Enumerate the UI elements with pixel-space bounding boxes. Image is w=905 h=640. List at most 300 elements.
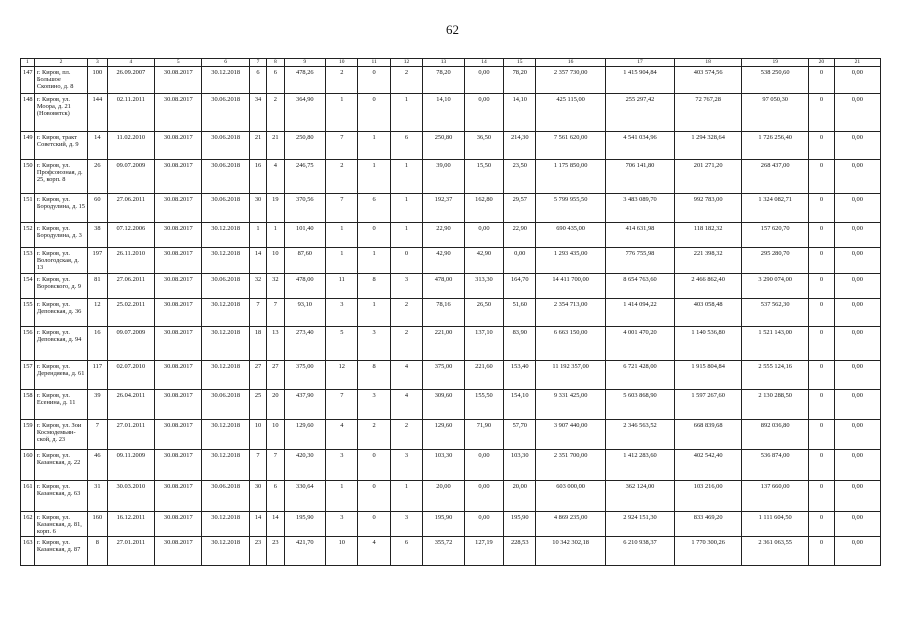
table-cell: 668 839,68 xyxy=(675,419,742,449)
table-cell: 2 xyxy=(326,160,358,194)
column-number-cell: 14 xyxy=(464,59,503,67)
table-cell: 7 xyxy=(249,298,266,326)
table-cell: 39 xyxy=(88,389,108,419)
table-cell: 0 xyxy=(809,449,834,480)
table-cell: 0 xyxy=(809,419,834,449)
table-cell: 992 783,00 xyxy=(675,194,742,223)
table-cell: 78,20 xyxy=(504,67,536,94)
table-cell: 0,00 xyxy=(464,223,503,248)
table-cell: 478,00 xyxy=(423,273,465,298)
table-cell: 161 xyxy=(21,480,35,511)
table-cell: 30.03.2010 xyxy=(107,480,154,511)
table-cell: 0 xyxy=(809,298,834,326)
table-cell: 14 xyxy=(249,511,266,537)
table-cell: 21 xyxy=(249,132,266,160)
table-cell: 3 xyxy=(390,273,422,298)
table-row xyxy=(21,67,881,94)
table-cell: 0,00 xyxy=(834,223,880,248)
table-cell: 30.08.2017 xyxy=(155,326,202,360)
table-cell: 137,10 xyxy=(464,326,503,360)
table-cell: 30.08.2017 xyxy=(155,480,202,511)
address-cell: г. Киров, ул. Казанская, д. 81, корп. 6 xyxy=(34,511,87,537)
table-cell: 23,50 xyxy=(504,160,536,194)
table-cell: 154,10 xyxy=(504,389,536,419)
table-cell: 250,80 xyxy=(284,132,326,160)
table-cell: 14 xyxy=(88,132,108,160)
table-cell: 3 907 440,00 xyxy=(536,419,605,449)
table-cell: 0,00 xyxy=(834,449,880,480)
table-cell: 4 xyxy=(390,389,422,419)
table-cell: 0,00 xyxy=(464,94,503,132)
table-cell: 10 xyxy=(267,248,284,274)
table-cell: 30.08.2017 xyxy=(155,194,202,223)
table-cell: 6 xyxy=(390,537,422,566)
table-row xyxy=(21,298,881,326)
table-cell: 152 xyxy=(21,223,35,248)
table-cell: 151 xyxy=(21,194,35,223)
table-cell: 3 xyxy=(326,298,358,326)
table-cell: 16.12.2011 xyxy=(107,511,154,537)
table-cell: 158 xyxy=(21,389,35,419)
table-cell: 833 469,20 xyxy=(675,511,742,537)
column-number-cell: 12 xyxy=(390,59,422,67)
table-cell: 2 466 862,40 xyxy=(675,273,742,298)
column-number-cell: 17 xyxy=(605,59,674,67)
table-row xyxy=(21,326,881,360)
table-cell: 268 437,00 xyxy=(742,160,809,194)
table-cell: 4 xyxy=(326,419,358,449)
table-cell: 1 xyxy=(358,248,390,274)
table-cell: 1 111 604,50 xyxy=(742,511,809,537)
table-cell: 42,90 xyxy=(464,248,503,274)
table-cell: 402 542,40 xyxy=(675,449,742,480)
column-number-cell: 6 xyxy=(202,59,249,67)
table-cell: 421,70 xyxy=(284,537,326,566)
table-cell: 30.08.2017 xyxy=(155,360,202,389)
table-cell: 60 xyxy=(88,194,108,223)
table-cell: 536 874,00 xyxy=(742,449,809,480)
table-cell: 32 xyxy=(267,273,284,298)
table-cell: 425 115,00 xyxy=(536,94,605,132)
table-cell: 30.08.2017 xyxy=(155,132,202,160)
table-row xyxy=(21,537,881,566)
table-cell: 0,00 xyxy=(464,511,503,537)
table-cell: 0,00 xyxy=(834,389,880,419)
table-cell: 0 xyxy=(358,480,390,511)
table-cell: 26 xyxy=(88,160,108,194)
column-number-cell: 18 xyxy=(675,59,742,67)
table-cell: 22,90 xyxy=(423,223,465,248)
table-cell: 148 xyxy=(21,94,35,132)
table-cell: 30.08.2017 xyxy=(155,511,202,537)
table-cell: 4 xyxy=(267,160,284,194)
table-cell: 11 192 357,00 xyxy=(536,360,605,389)
table-cell: 0 xyxy=(809,160,834,194)
table-cell: 1 726 256,40 xyxy=(742,132,809,160)
table-cell: 0 xyxy=(809,389,834,419)
table-cell: 0 xyxy=(809,273,834,298)
table-cell: 23 xyxy=(249,537,266,566)
table-cell: 103,30 xyxy=(504,449,536,480)
table-cell: 6 721 428,00 xyxy=(605,360,674,389)
table-cell: 420,30 xyxy=(284,449,326,480)
table-cell: 0,00 xyxy=(834,132,880,160)
table-cell: 30.12.2018 xyxy=(202,360,249,389)
table-row xyxy=(21,273,881,298)
table-row xyxy=(21,248,881,274)
table-cell: 30.12.2018 xyxy=(202,449,249,480)
column-number-cell: 20 xyxy=(809,59,834,67)
column-number-cell: 3 xyxy=(88,59,108,67)
table-cell: 0 xyxy=(809,248,834,274)
table-cell: 30 xyxy=(249,480,266,511)
table-cell: 13 xyxy=(267,326,284,360)
table-cell: 1 xyxy=(390,94,422,132)
table-cell: 2 361 063,55 xyxy=(742,537,809,566)
table-cell: 2 346 563,52 xyxy=(605,419,674,449)
table-cell: 7 xyxy=(249,449,266,480)
table-cell: 0 xyxy=(358,223,390,248)
table-cell: 30.08.2017 xyxy=(155,67,202,94)
table-cell: 0,00 xyxy=(834,67,880,94)
table-cell: 137 660,00 xyxy=(742,480,809,511)
table-cell: 0 xyxy=(809,94,834,132)
table-cell: 20,00 xyxy=(423,480,465,511)
table-cell: 1 414 094,22 xyxy=(605,298,674,326)
table-cell: 103,30 xyxy=(423,449,465,480)
address-cell: г. Киров, ул. Профсоюзная, д. 25, корп. 8 xyxy=(34,160,87,194)
table-cell: 2 xyxy=(390,326,422,360)
table-cell: 0 xyxy=(809,360,834,389)
table-cell: 118 182,32 xyxy=(675,223,742,248)
table-cell: 30.08.2017 xyxy=(155,223,202,248)
housing-registry-table xyxy=(20,58,881,566)
table-cell: 221,00 xyxy=(423,326,465,360)
table-cell: 78,20 xyxy=(423,67,465,94)
table-cell: 163 xyxy=(21,537,35,566)
table-row xyxy=(21,223,881,248)
table-cell: 30.08.2017 xyxy=(155,298,202,326)
address-cell: г. Киров, ул. Деповская, д. 94 xyxy=(34,326,87,360)
table-cell: 78,16 xyxy=(423,298,465,326)
table-cell: 02.07.2010 xyxy=(107,360,154,389)
table-cell: 160 xyxy=(21,449,35,480)
table-cell: 30.08.2017 xyxy=(155,94,202,132)
table-cell: 5 xyxy=(326,326,358,360)
table-cell: 1 xyxy=(358,132,390,160)
table-cell: 3 290 074,00 xyxy=(742,273,809,298)
table-cell: 27.06.2011 xyxy=(107,194,154,223)
column-number-cell: 5 xyxy=(155,59,202,67)
table-cell: 26.09.2007 xyxy=(107,67,154,94)
column-number-cell: 21 xyxy=(834,59,880,67)
column-number-cell: 8 xyxy=(267,59,284,67)
table-cell: 9 331 425,00 xyxy=(536,389,605,419)
table-cell: 1 412 283,60 xyxy=(605,449,674,480)
table-cell: 1 xyxy=(390,480,422,511)
table-cell: 0 xyxy=(390,248,422,274)
table-cell: 1 415 904,84 xyxy=(605,67,674,94)
table-cell: 4 001 470,20 xyxy=(605,326,674,360)
table-cell: 27.01.2011 xyxy=(107,537,154,566)
table-cell: 195,90 xyxy=(423,511,465,537)
table-cell: 153 xyxy=(21,248,35,274)
table-row xyxy=(21,94,881,132)
table-cell: 313,30 xyxy=(464,273,503,298)
address-cell: г. Киров, ул. Казанская, д. 22 xyxy=(34,449,87,480)
table-cell: 0 xyxy=(358,94,390,132)
table-cell: 197 xyxy=(88,248,108,274)
table-cell: 97 050,30 xyxy=(742,94,809,132)
table-cell: 0,00 xyxy=(834,194,880,223)
table-cell: 14 xyxy=(267,511,284,537)
column-number-cell: 19 xyxy=(742,59,809,67)
table-cell: 30.12.2018 xyxy=(202,223,249,248)
table-cell: 3 483 089,70 xyxy=(605,194,674,223)
table-cell: 1 xyxy=(390,223,422,248)
table-cell: 0,00 xyxy=(464,480,503,511)
table-cell: 0,00 xyxy=(834,480,880,511)
table-cell: 159 xyxy=(21,419,35,449)
table-cell: 538 250,60 xyxy=(742,67,809,94)
table-cell: 14,10 xyxy=(504,94,536,132)
table-cell: 0 xyxy=(358,511,390,537)
table-cell: 195,90 xyxy=(284,511,326,537)
table-cell: 892 036,80 xyxy=(742,419,809,449)
table-cell: 246,75 xyxy=(284,160,326,194)
table-cell: 71,90 xyxy=(464,419,503,449)
address-cell: г. Киров, ул. Бородулина, д. 3 xyxy=(34,223,87,248)
table-cell: 603 000,00 xyxy=(536,480,605,511)
table-cell: 0 xyxy=(809,132,834,160)
table-cell: 7 xyxy=(267,298,284,326)
column-number-cell: 16 xyxy=(536,59,605,67)
table-cell: 14 xyxy=(249,248,266,274)
table-cell: 157 xyxy=(21,360,35,389)
table-cell: 6 663 150,00 xyxy=(536,326,605,360)
table-cell: 1 xyxy=(358,160,390,194)
address-cell: г. Киров, тракт Советский, д. 9 xyxy=(34,132,87,160)
table-cell: 21 xyxy=(267,132,284,160)
table-cell: 30.12.2018 xyxy=(202,326,249,360)
table-row xyxy=(21,194,881,223)
table-row xyxy=(21,360,881,389)
column-number-cell: 4 xyxy=(107,59,154,67)
table-cell: 39,00 xyxy=(423,160,465,194)
table-cell: 250,80 xyxy=(423,132,465,160)
table-cell: 25 xyxy=(249,389,266,419)
address-cell: г. Киров, ул. Воровского, д. 9 xyxy=(34,273,87,298)
table-cell: 30.08.2017 xyxy=(155,449,202,480)
table-cell: 160 xyxy=(88,511,108,537)
column-number-cell: 7 xyxy=(249,59,266,67)
table-cell: 42,90 xyxy=(423,248,465,274)
table-cell: 214,30 xyxy=(504,132,536,160)
table-cell: 414 631,98 xyxy=(605,223,674,248)
table-cell: 129,60 xyxy=(284,419,326,449)
table-cell: 87,60 xyxy=(284,248,326,274)
table-cell: 117 xyxy=(88,360,108,389)
table-cell: 1 294 328,64 xyxy=(675,132,742,160)
table-cell: 30.08.2017 xyxy=(155,537,202,566)
table-cell: 2 130 288,50 xyxy=(742,389,809,419)
table-cell: 0,00 xyxy=(834,298,880,326)
table-cell: 2 555 124,16 xyxy=(742,360,809,389)
table-cell: 0 xyxy=(809,67,834,94)
table-cell: 8 xyxy=(358,360,390,389)
table-cell: 1 xyxy=(267,223,284,248)
column-number-cell: 13 xyxy=(423,59,465,67)
table-cell: 1 xyxy=(326,480,358,511)
table-cell: 30.06.2018 xyxy=(202,389,249,419)
table-cell: 6 xyxy=(390,132,422,160)
table-cell: 30.12.2018 xyxy=(202,67,249,94)
table-cell: 403 058,48 xyxy=(675,298,742,326)
table-cell: 1 324 082,71 xyxy=(742,194,809,223)
table-cell: 101,40 xyxy=(284,223,326,248)
column-number-cell: 11 xyxy=(358,59,390,67)
table-cell: 273,40 xyxy=(284,326,326,360)
column-number-cell: 1 xyxy=(21,59,35,67)
table-cell: 690 435,00 xyxy=(536,223,605,248)
table-cell: 156 xyxy=(21,326,35,360)
table-cell: 02.11.2011 xyxy=(107,94,154,132)
table-cell: 1 xyxy=(390,160,422,194)
table-cell: 20,00 xyxy=(504,480,536,511)
table-cell: 19 xyxy=(267,194,284,223)
table-cell: 1 xyxy=(358,298,390,326)
table-cell: 7 xyxy=(326,194,358,223)
table-cell: 1 521 143,00 xyxy=(742,326,809,360)
address-cell: г. Киров, ул. Бородулина, д. 15 xyxy=(34,194,87,223)
table-cell: 11 xyxy=(326,273,358,298)
table-cell: 30.12.2018 xyxy=(202,248,249,274)
table-cell: 0,00 xyxy=(834,511,880,537)
table-cell: 8 654 763,60 xyxy=(605,273,674,298)
table-cell: 221,60 xyxy=(464,360,503,389)
table-cell: 29,57 xyxy=(504,194,536,223)
table-cell: 478,00 xyxy=(284,273,326,298)
table-cell: 27.06.2011 xyxy=(107,273,154,298)
table-cell: 2 xyxy=(390,419,422,449)
table-cell: 1 770 300,26 xyxy=(675,537,742,566)
table-cell: 5 799 955,50 xyxy=(536,194,605,223)
table-cell: 355,72 xyxy=(423,537,465,566)
table-cell: 0,00 xyxy=(504,248,536,274)
table-cell: 3 xyxy=(326,449,358,480)
table-cell: 3 xyxy=(358,389,390,419)
table-cell: 30.08.2017 xyxy=(155,419,202,449)
table-cell: 10 xyxy=(249,419,266,449)
address-cell: г. Киров, ул. Казанская, д. 87 xyxy=(34,537,87,566)
table-cell: 7 xyxy=(267,449,284,480)
table-cell: 1 xyxy=(326,248,358,274)
table-cell: 07.12.2006 xyxy=(107,223,154,248)
table-cell: 10 342 302,18 xyxy=(536,537,605,566)
table-cell: 1 xyxy=(326,223,358,248)
column-number-cell: 9 xyxy=(284,59,326,67)
table-cell: 3 xyxy=(358,326,390,360)
table-cell: 155,50 xyxy=(464,389,503,419)
table-cell: 0 xyxy=(358,449,390,480)
table-cell: 375,00 xyxy=(423,360,465,389)
address-cell: г. Киров, ул. Зои Космодемьян-ской, д. 23 xyxy=(34,419,87,449)
table-cell: 3 xyxy=(326,511,358,537)
column-number-cell: 10 xyxy=(326,59,358,67)
table-cell: 1 xyxy=(249,223,266,248)
table-cell: 30.06.2018 xyxy=(202,194,249,223)
table-cell: 4 541 034,96 xyxy=(605,132,674,160)
table-cell: 30.06.2018 xyxy=(202,132,249,160)
table-row xyxy=(21,160,881,194)
table-cell: 1 xyxy=(326,94,358,132)
table-cell: 0,00 xyxy=(464,67,503,94)
table-cell: 83,90 xyxy=(504,326,536,360)
table-cell: 30.08.2017 xyxy=(155,273,202,298)
table-cell: 2 354 713,00 xyxy=(536,298,605,326)
table-cell: 330,64 xyxy=(284,480,326,511)
table-cell: 192,37 xyxy=(423,194,465,223)
table-row xyxy=(21,480,881,511)
table-cell: 2 xyxy=(326,67,358,94)
table-cell: 4 xyxy=(358,537,390,566)
table-cell: 776 755,98 xyxy=(605,248,674,274)
table-cell: 2 924 151,30 xyxy=(605,511,674,537)
table-cell: 157 620,70 xyxy=(742,223,809,248)
table-cell: 93,10 xyxy=(284,298,326,326)
table-cell: 364,90 xyxy=(284,94,326,132)
table-cell: 0,00 xyxy=(834,273,880,298)
table-cell: 154 xyxy=(21,273,35,298)
column-number-cell: 2 xyxy=(34,59,87,67)
table-cell: 32 xyxy=(249,273,266,298)
table-cell: 0 xyxy=(809,511,834,537)
table-cell: 1 140 536,80 xyxy=(675,326,742,360)
table-cell: 164,70 xyxy=(504,273,536,298)
table-cell: 14 411 700,00 xyxy=(536,273,605,298)
table-cell: 0 xyxy=(809,223,834,248)
table-cell: 12 xyxy=(88,298,108,326)
table-cell: 30.12.2018 xyxy=(202,298,249,326)
table-cell: 221 398,32 xyxy=(675,248,742,274)
table-cell: 22,90 xyxy=(504,223,536,248)
table-cell: 09.11.2009 xyxy=(107,449,154,480)
table-cell: 0 xyxy=(809,326,834,360)
table-cell: 2 351 700,00 xyxy=(536,449,605,480)
table-cell: 3 xyxy=(390,511,422,537)
table-cell: 27 xyxy=(249,360,266,389)
table-cell: 6 210 938,37 xyxy=(605,537,674,566)
table-cell: 149 xyxy=(21,132,35,160)
column-number-cell: 15 xyxy=(504,59,536,67)
table-cell: 27.01.2011 xyxy=(107,419,154,449)
table-cell: 30.06.2018 xyxy=(202,273,249,298)
table-cell: 12 xyxy=(326,360,358,389)
table-cell: 20 xyxy=(267,389,284,419)
table-cell: 2 357 730,00 xyxy=(536,67,605,94)
table-cell: 4 869 235,00 xyxy=(536,511,605,537)
table-cell: 30.06.2018 xyxy=(202,94,249,132)
table-cell: 2 xyxy=(390,298,422,326)
table-cell: 57,70 xyxy=(504,419,536,449)
page-number: 62 xyxy=(446,22,459,37)
table-cell: 10 xyxy=(267,419,284,449)
table-cell: 26.11.2010 xyxy=(107,248,154,274)
table-cell: 16 xyxy=(249,160,266,194)
table-cell: 370,56 xyxy=(284,194,326,223)
table-cell: 2 xyxy=(267,94,284,132)
address-cell: г. Киров, ул. Казанская, д. 63 xyxy=(34,480,87,511)
